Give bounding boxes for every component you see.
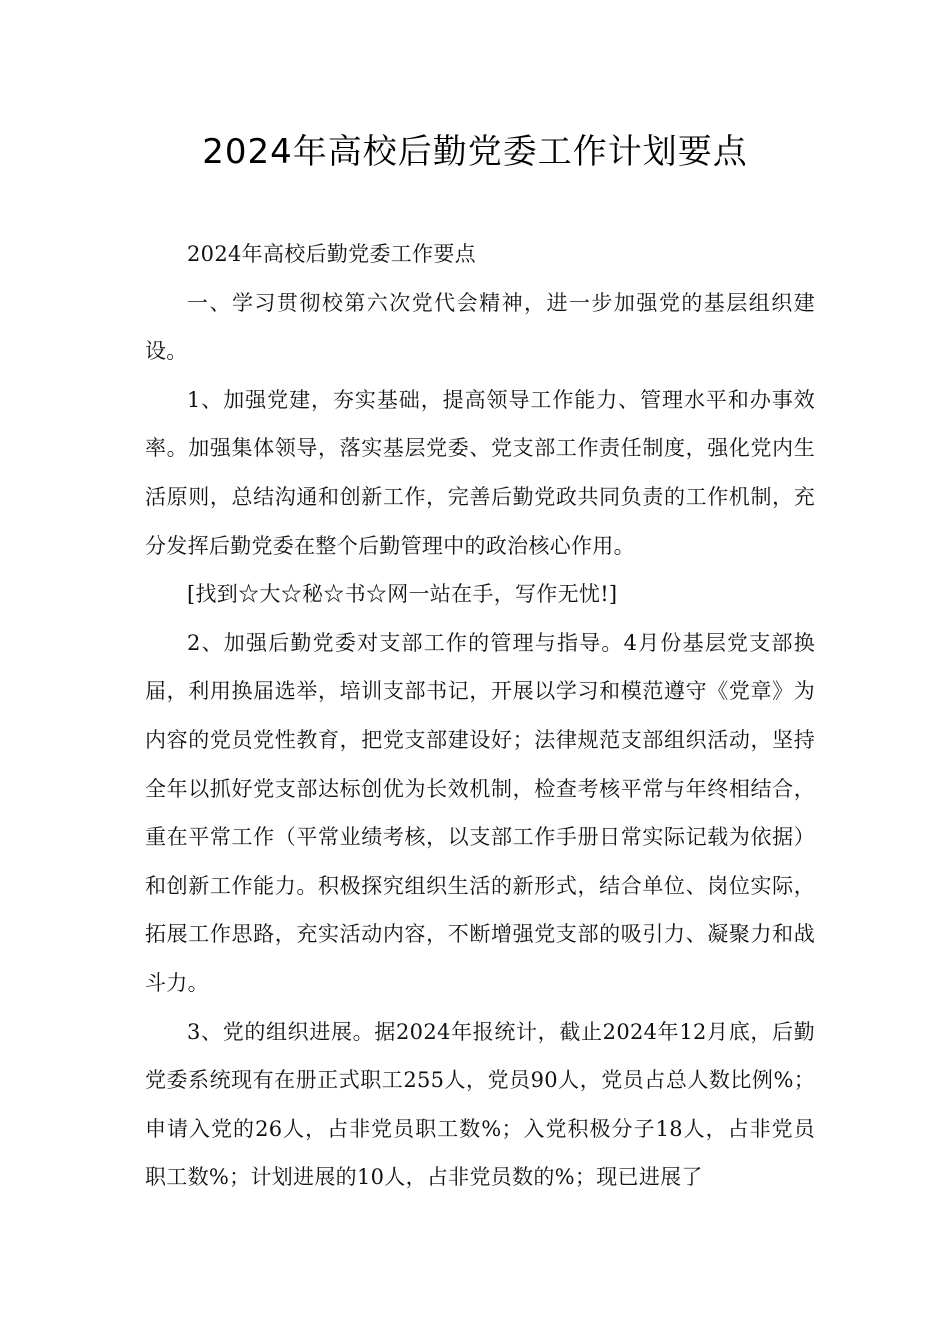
document-title: 2024年高校后勤党委工作计划要点: [202, 132, 748, 172]
document-body: [145, 230, 815, 1202]
paragraph-item-1: 1、加强党建，夯实基础，提高领导工作能力、管理水平和办事效率。加强集体领导，落实基层党委、党支部工作责任制度，强化党内生活原则，总结沟通和创新工作，完善后勤党政共同负责的工作机制，充分发挥后勤党委在整个后勤管理中的政治核心作用。: [145, 387, 815, 558]
paragraph-section-one: 一、学习贯彻校第六次党代会精神，进一步加强党的基层组织建设。: [145, 290, 815, 364]
paragraph-note: [找到☆大☆秘☆书☆网一站在手，写作无忧!]: [187, 582, 618, 607]
paragraph-item-3: 3、党的组织进展。据2024年报统计，截止2024年12月底，后勤党委系统现有在册正式职工255人，党员90人，党员占总人数比例%；申请入党的26人，占非党员职工数%；入党积极分子18人，占非党员职工数%；计划进展的10人，占非党员数的%；现已进展了: [145, 1019, 815, 1190]
paragraph-heading: 2024年高校后勤党委工作要点: [187, 242, 476, 266]
paragraph-item-2: 2、加强后勤党委对支部工作的管理与指导。4月份基层党支部换届，利用换届选举，培训支部书记，开展以学习和模范遵守《党章》为内容的党员党性教育，把党支部建设好；法律规范支部组织活动，坚持全年以抓好党支部达标创优为长效机制，检查考核平常与年终相结合，重在平常工作（平常业绩考核，以支部工作手册日常实际记载为依据）和创新工作能力。积极探究组织生活的新形式，结合单位、岗位实际，拓展工作思路，充实活动内容，不断增强党支部的吸引力、凝聚力和战斗力。: [145, 630, 815, 995]
